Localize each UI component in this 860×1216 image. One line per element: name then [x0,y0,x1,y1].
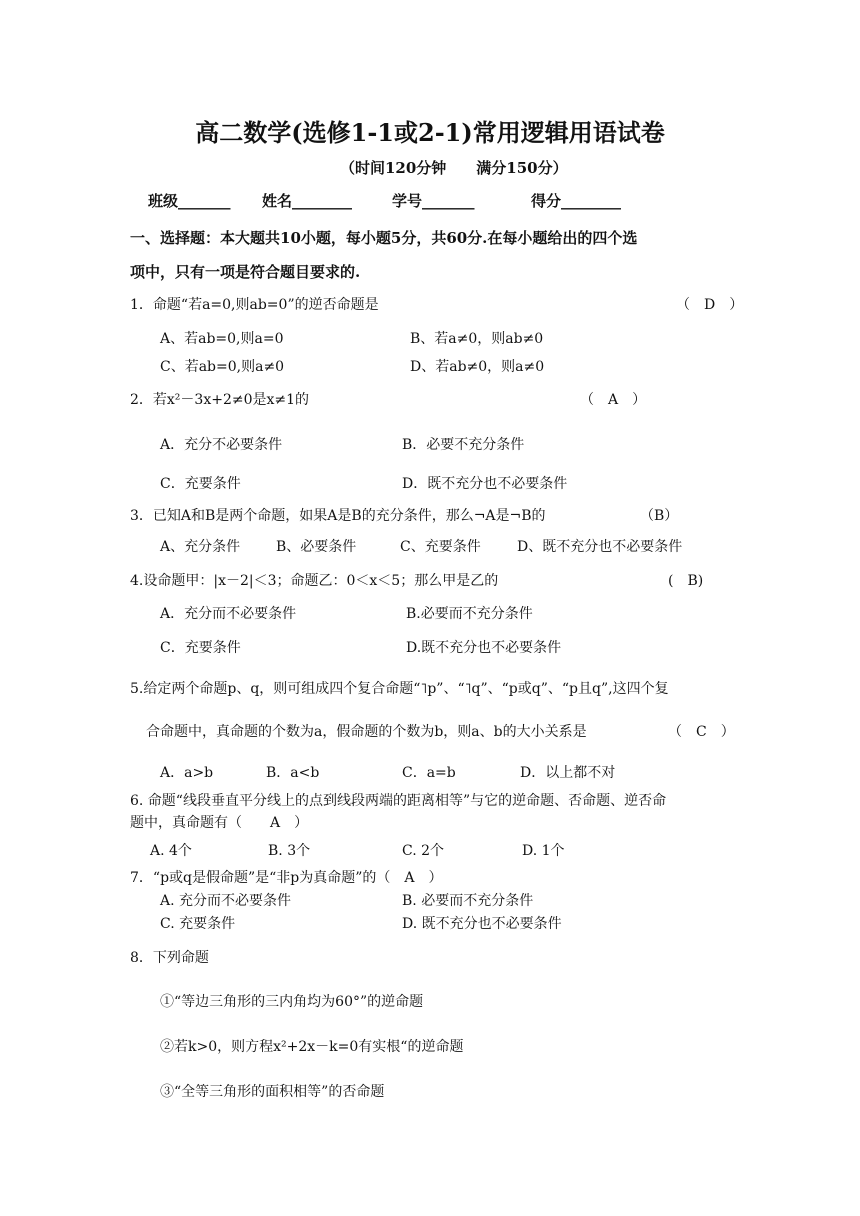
q3-option-c: C、充要条件 [400,539,481,555]
question-6-stem: 6. 命题“线段垂直平分线上的点到线段两端的距离相等”与它的逆命题、否命题、逆否命 [130,793,667,809]
q8-item-3: ③“全等三角形的面积相等”的否命题 [160,1084,385,1100]
question-1-answer: （ D ） [676,297,744,313]
q5-option-d: D．以上都不对 [520,765,616,781]
question-5-stem: 5.给定两个命题p、q，则可组成四个复合命题“˥p”、“˥q”、“p或q”、“p且q”,这四个复 [130,681,669,697]
page-title: 高二数学(选修1-1或2-1)常用逻辑用语试卷 [195,118,665,147]
question-2-stem: 2．若x²－3x+2≠0是x≠1的 [130,392,310,408]
q4-option-b: B.必要而不充分条件 [406,606,533,622]
q2-option-d: D．既不充分也不必要条件 [402,476,568,492]
q3-option-a: A、充分条件 [160,539,241,555]
q7-option-c: C. 充要条件 [160,916,236,932]
q2-option-c: C．充要条件 [160,476,241,492]
class-field: 班级_______ [148,192,231,210]
q7-option-b: B. 必要而不充分条件 [402,893,534,909]
q7-option-a: A. 充分而不必要条件 [160,893,292,909]
q1-option-d: D、若ab≠0，则a≠0 [410,359,545,375]
question-3-answer: （B） [640,508,679,524]
q2-option-a: A．充分不必要条件 [160,437,283,453]
q3-option-d: D、既不充分也不必要条件 [517,539,683,555]
q1-option-c: C、若ab=0,则a≠0 [160,359,285,375]
section-heading-cont: 项中，只有一项是符合题目要求的. [130,263,361,281]
q1-option-b: B、若a≠0，则ab≠0 [410,331,544,347]
q4-option-a: A．充分而不必要条件 [160,606,297,622]
question-4-stem: 4.设命题甲：|x－2|＜3；命题乙：0＜x＜5；那么甲是乙的 [130,573,499,589]
question-8-stem: 8．下列命题 [130,950,209,966]
name-field: 姓名________ [262,192,353,210]
q5-option-a: A．a>b [160,765,214,781]
question-3-stem: 3．已知A和B是两个命题，如果A是B的充分条件，那么¬A是¬B的 [130,508,546,524]
question-6-stem-cont: 题中，真命题有（ A ） [130,815,309,831]
q4-option-d: D.既不充分也不必要条件 [406,640,562,656]
q7-option-d: D. 既不充分也不必要条件 [402,916,562,932]
q4-option-c: C．充要条件 [160,640,241,656]
q1-option-a: A、若ab=0,则a=0 [160,331,284,347]
q8-item-2: ②若k>0，则方程x²+2x－k=0有实根“的逆命题 [160,1039,464,1055]
q5-option-c: C．a=b [402,765,456,781]
q6-option-d: D. 1个 [522,843,565,859]
q8-item-1: ①“等边三角形的三内角均为60°”的逆命题 [160,994,424,1010]
question-2-answer: （ A ） [580,392,647,408]
score-field: 得分________ [531,192,622,210]
question-7-stem: 7．“p或q是假命题”是“非p为真命题”的（ A ） [130,870,443,886]
question-4-answer: ( B) [668,573,704,589]
student-number-field: 学号_______ [392,192,475,210]
q3-option-b: B、必要条件 [276,539,357,555]
question-1-stem: 1．命题“若a=0,则ab=0”的逆否命题是 [130,297,379,313]
q2-option-b: B．必要不充分条件 [402,437,525,453]
page-subtitle: （时间120分钟 满分150分） [340,159,568,177]
q5-option-b: B．a<b [266,765,320,781]
question-5-answer: （ C ） [668,724,735,740]
q6-option-a: A. 4个 [150,843,192,859]
q6-option-b: B. 3个 [268,843,311,859]
question-5-stem-cont: 合命题中，真命题的个数为a，假命题的个数为b，则a、b的大小关系是 [146,724,587,740]
section-heading: 一、选择题：本大题共10小题，每小题5分，共60分.在每小题给出的四个选 [130,229,638,247]
q6-option-c: C. 2个 [402,843,445,859]
